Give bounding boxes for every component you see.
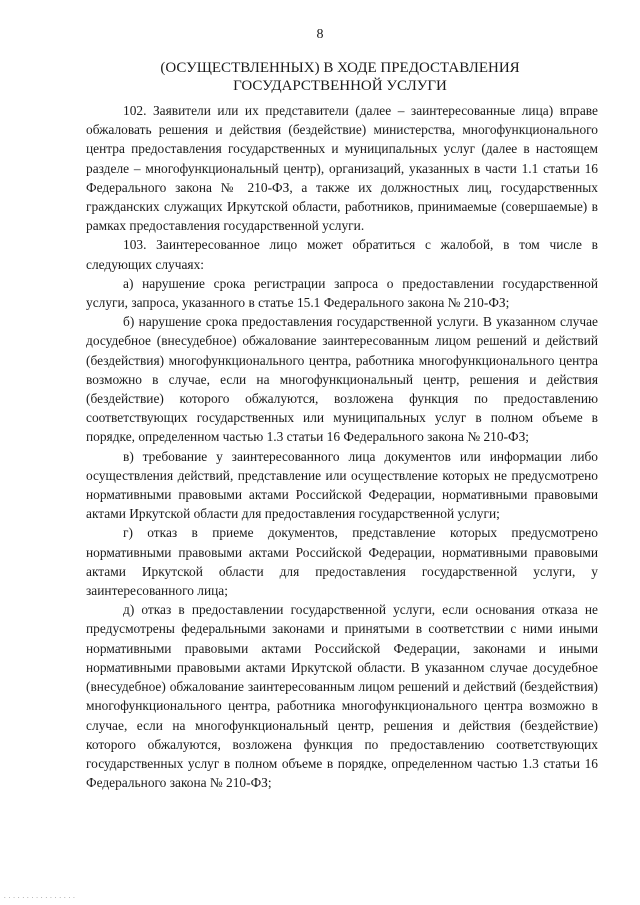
list-item-g: г) отказ в приеме документов, представление которых предусмотрено нормативными правовыми актами Российской Федерации, нормативными правовыми актами Иркутской области для предоставления государственной услуги, у заинтересованного лица; (86, 525, 598, 599)
document-body (86, 101, 598, 792)
paragraph-102: 102. Заявители или их представители (далее – заинтересованные лица) вправе обжаловать решения и действия (бездействие) министерства, многофункционального центра предоставления государственных и муниципальных услуг (далее в настоящем разделе – многофункциональный центр), организаций, указанных в части 1.1 статьи 16 Федерального закона № 210-ФЗ, а также их должностных лиц, государственных гражданских служащих Иркутской области, работников, принимаемые (совершаемые) в рамках предоставления государственной услуги. (86, 103, 598, 234)
section-heading (80, 59, 600, 95)
list-item-b: б) нарушение срока предоставления государственной услуги. В указанном случае досудебное (внесудебное) обжалование заинтересованным лицом решений и действий (бездействия) многофункционального центра, работника многофункционального центра возможно в случае, если на многофункциональный центр, решения и действия (бездействие) которого обжалуются, возложена функция по предоставлению соответствующих государственных или муниципальных услуг в полном объеме в порядке, определенном частью 1.3 статьи 16 Федерального закона № 210-ФЗ; (86, 314, 598, 445)
paragraph-103: 103. Заинтересованное лицо может обратиться с жалобой, в том числе в следующих случаях: (86, 237, 598, 272)
list-item-d: д) отказ в предоставлении государственной услуги, если основания отказа не предусмотрены федеральными законами и принятыми в соответствии с ними иными нормативными правовыми актами Российской Федерации, законами и иными нормативными правовыми актами Иркутской области. В указанном случае досудебное (внесудебное) обжалование заинтересованным лицом решений и действий (бездействия) многофункционального центра, работника многофункционального центра возможно в случае, если на многофункциональный центр, решения и действия (бездействие) которого обжалуются, возложена функция по предоставлению соответствующих государственных услуг в полном объеме в порядке, определенном частью 1.3 статьи 16 Федерального закона № 210-ФЗ; (86, 602, 598, 791)
heading-line-2: ГОСУДАРСТВЕННОЙ УСЛУГИ (233, 78, 447, 94)
heading-line-1: (ОСУЩЕСТВЛЕННЫХ) В ХОДЕ ПРЕДОСТАВЛЕНИЯ (160, 60, 520, 76)
page-number: 8 (316, 27, 324, 42)
list-item-v: в) требование у заинтересованного лица документов или информации либо осуществления действий, представление или осуществление которых не предусмотрено нормативными правовыми актами Российской Федерации, нормативными правовыми актами Иркутской области для предоставления государственной услуги; (86, 448, 598, 522)
list-item-a: а) нарушение срока регистрации запроса о предоставлении государственной услуги, запроса, указанного в статье 15.1 Федерального закона № 210-ФЗ; (86, 275, 598, 311)
scan-footer-mark: ................ (3, 893, 77, 900)
